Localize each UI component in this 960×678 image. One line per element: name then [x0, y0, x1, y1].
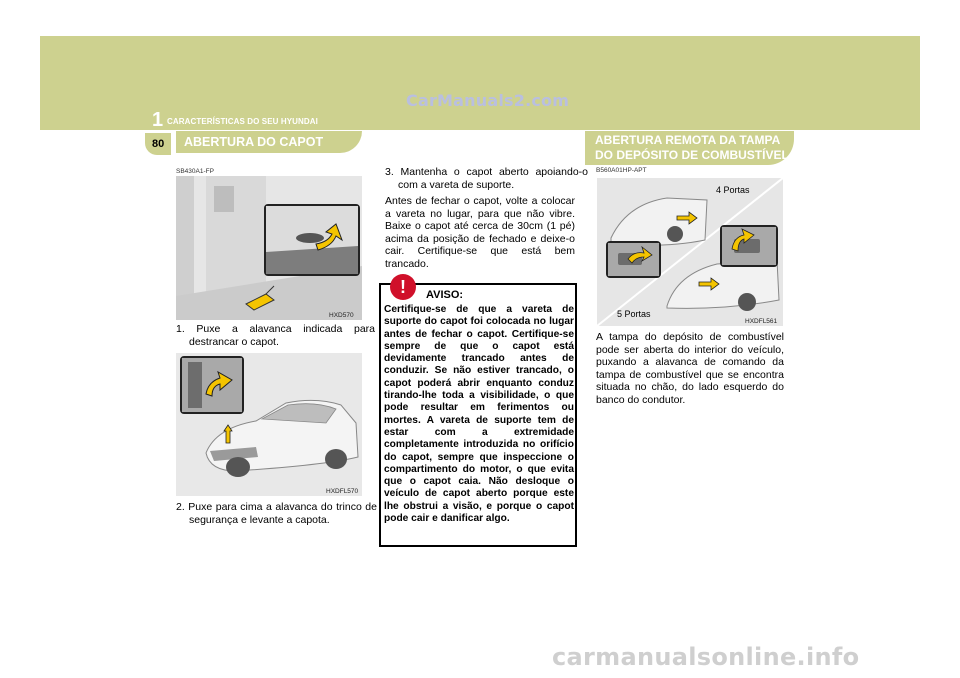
image-caption-hxd570: HXD570	[329, 312, 354, 319]
fuel-lever-inset-4door-illustration	[608, 243, 659, 276]
fuel-lever-inset-5door-illustration	[722, 227, 776, 265]
hood-lever-inset	[264, 204, 360, 276]
image-caption-hxdfl561: HXDFL561	[745, 318, 778, 325]
fuel-lever-inset-4door	[606, 241, 661, 278]
header-band	[40, 36, 920, 130]
closing-instructions: Antes de fechar o capot, volte a colocar a vareta no lugar, para que não vibre. Baixe o capot até cerca de 30cm (1 pé) acima da posição de fechado e deixe-o cair. Certifique-se que está bem trancado.	[385, 195, 575, 270]
watermark-bottom[interactable]: carmanualsonline.info	[552, 643, 860, 671]
step-2: 2. Puxe para cima a alavanca do trinco de segurança e levante a capota.	[176, 501, 377, 526]
hood-latch-inset-illustration	[182, 358, 242, 412]
watermark-top[interactable]: CarManuals2.com	[406, 91, 570, 110]
page-number: 80	[152, 138, 165, 150]
label-5-doors: 5 Portas	[617, 309, 651, 319]
chapter-title: CARACTERÍSTICAS DO SEU HYUNDAI	[167, 117, 319, 126]
step-3: 3. Mantenha o capot aberto apoiando-o com a vareta de suporte.	[385, 166, 588, 191]
step-1: 1. Puxe a alavanca indicada para destrancar o capot.	[176, 323, 375, 348]
hood-latch-inset	[180, 356, 244, 414]
section-title-hood	[176, 131, 362, 153]
warning-icon: !	[390, 274, 416, 300]
label-4-doors: 4 Portas	[716, 185, 750, 195]
fuel-lever-inset-5door	[720, 225, 778, 267]
warning-text: Certifique-se de que a vareta de suporte do capot foi colocada no lugar antes de fechar o capot. Certifique-se sempre de que o capot está devidamente trancado antes de conduzir. Se não estiver trancado, o capot poderá abrir enquanto conduz tirando-lhe toda a visibilidade, o que pode resultar em ferimentos ou mortes. A vareta de suporte tem de estar com a extremidade completamente introduzida no orifício do capot, sempre que inspeccione o compartimento do motor, o que evita que o capot caia. Não desloque o veículo de capot aberto porque este lhe obstrui a visão, e porque o capot pode cair e danificar algo.	[384, 304, 574, 525]
section-code-fuel: B560A01HP-APT	[596, 167, 647, 174]
hood-lever-inset-illustration	[266, 206, 358, 274]
fuel-door-description: A tampa do depósito de combustível pode ser aberta do interior do veículo, puxando a alavanca de comando da tampa de combustível que se encontra situada no chão, do lado esquerdo do banco do condutor.	[596, 331, 784, 406]
image-caption-hxdfl570: HXDFL570	[326, 488, 359, 495]
section-title-hood-text: ABERTURA DO CAPOT	[184, 135, 324, 149]
section-title-fuel-text: ABERTURA REMOTA DA TAMPA DO DEPÓSITO DE COMBUSTÍVEL	[595, 133, 789, 162]
section-title-fuel	[585, 131, 794, 165]
chapter-number: 1	[152, 109, 164, 131]
warning-heading: AVISO:	[426, 289, 464, 301]
section-code-hood: SB430A1-FP	[176, 168, 214, 175]
